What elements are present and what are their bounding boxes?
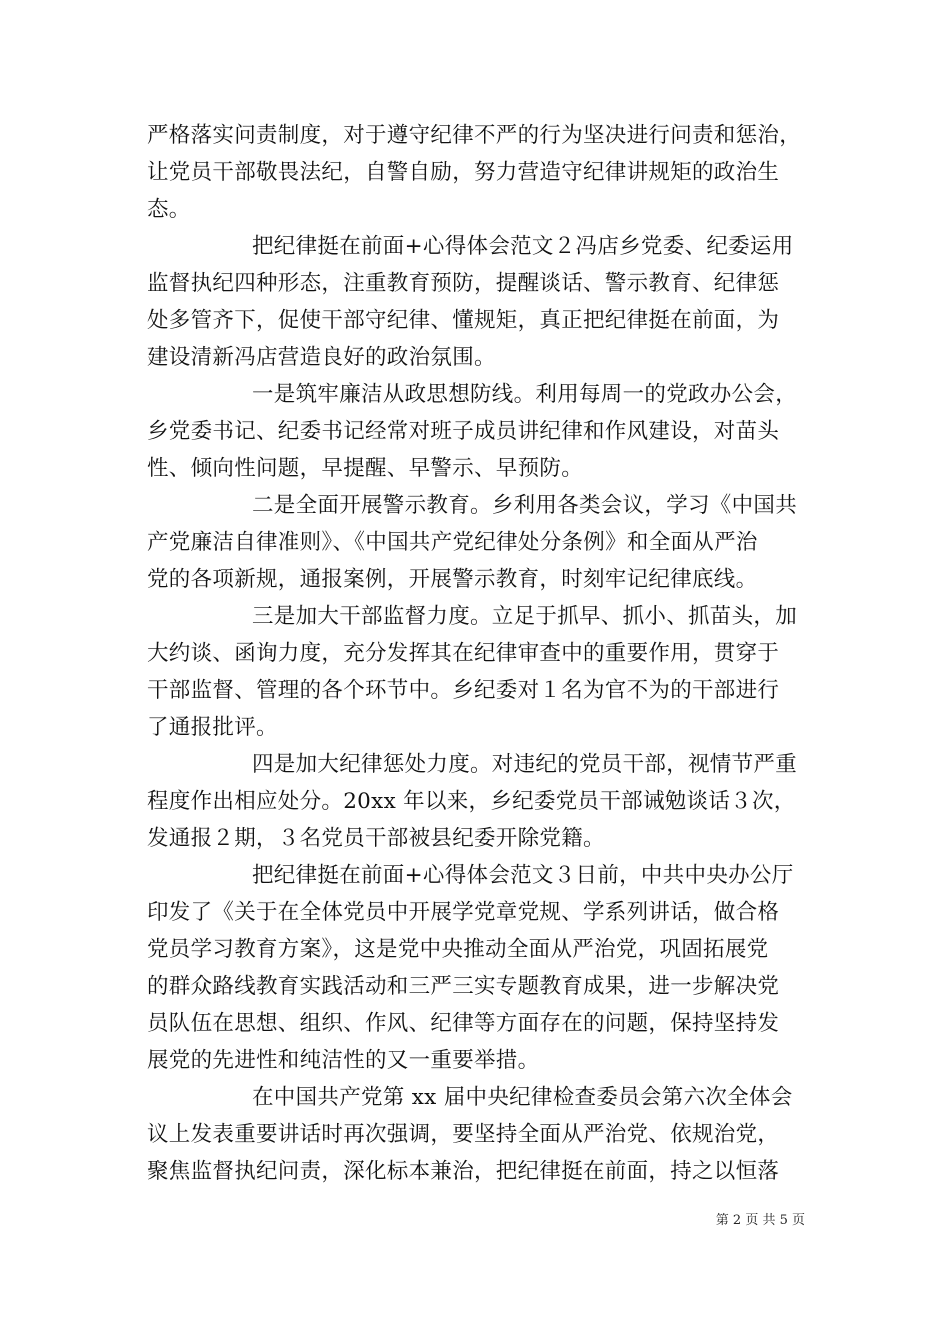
text-line: 聚焦监督执纪问责，深化标本兼治，把纪律挺在前面，持之以恒落 [147,1159,780,1184]
text-line: 二是全面开展警示教育。乡利用各类会议，学习《中国共 [252,493,798,518]
text-line: 把纪律挺在前面+心得体会范文２冯店乡党委、纪委运用 [252,234,794,259]
text-line: 四是加大纪律惩处力度。对违纪的党员干部，视情节严重 [252,752,798,777]
text-line: 党的各项新规，通报案例，开展警示教育，时刻牢记纪律底线。 [147,567,758,592]
page-number: 第 2 页 共 5 页 [715,1213,805,1228]
text-line: 的群众路线教育实践活动和三严三实专题教育成果，进一步解决党 [147,974,780,999]
text-line: 展党的先进性和纯洁性的又一重要举措。 [147,1048,540,1073]
text-line: 性、倾向性问题，早提醒、早警示、早预防。 [147,456,584,481]
text-line: 大约谈、函询力度，充分发挥其在纪律审查中的重要作用，贯穿于 [147,641,780,666]
text-line: 干部监督、管理的各个环节中。乡纪委对１名为官不为的干部进行 [147,678,780,703]
text-line: 建设清新冯店营造良好的政治氛围。 [147,345,496,370]
document-body [147,117,815,1190]
text-line: 三是加大干部监督力度。立足于抓早、抓小、抓苗头，加 [252,604,798,629]
text-line: 员队伍在思想、组织、作风、纪律等方面存在的问题，保持坚持发 [147,1011,780,1036]
text-line: 态。 [147,197,191,222]
text-line: 了通报批评。 [147,715,278,740]
text-line: 发通报２期，３名党员干部被县纪委开除党籍。 [147,826,605,851]
text-line: 监督执纪四种形态，注重教育预防，提醒谈话、警示教育、纪律惩 [147,271,780,296]
text-line: 处多管齐下，促使干部守纪律、懂规矩，真正把纪律挺在前面，为 [147,308,780,333]
text-line: 产党廉洁自律准则》、《中国共产党纪律处分条例》和全面从严治 [147,530,758,555]
text-line: 严格落实问责制度，对于遵守纪律不严的行为坚决进行问责和惩治， [147,123,802,148]
text-line: 程度作出相应处分。20xx 年以来，乡纪委党员干部诫勉谈话３次， [147,789,796,814]
text-line: 乡党委书记、纪委书记经常对班子成员讲纪律和作风建设，对苗头 [147,419,780,444]
text-line: 党员学习教育方案》，这是党中央推动全面从严治党，巩固拓展党 [147,937,769,962]
text-line: 议上发表重要讲话时再次强调，要坚持全面从严治党、依规治党， [147,1122,780,1147]
text-line: 让党员干部敬畏法纪，自警自励，努力营造守纪律讲规矩的政治生 [147,160,780,185]
text-line: 印发了《关于在全体党员中开展学党章党规、学系列讲话，做合格 [147,900,780,925]
text-line: 一是筑牢廉洁从政思想防线。利用每周一的党政办公会， [252,382,798,407]
text-line: 把纪律挺在前面+心得体会范文３日前，中共中央办公厅 [252,863,794,888]
text-line: 在中国共产党第 xx 届中央纪律检查委员会第六次全体会 [252,1085,793,1110]
